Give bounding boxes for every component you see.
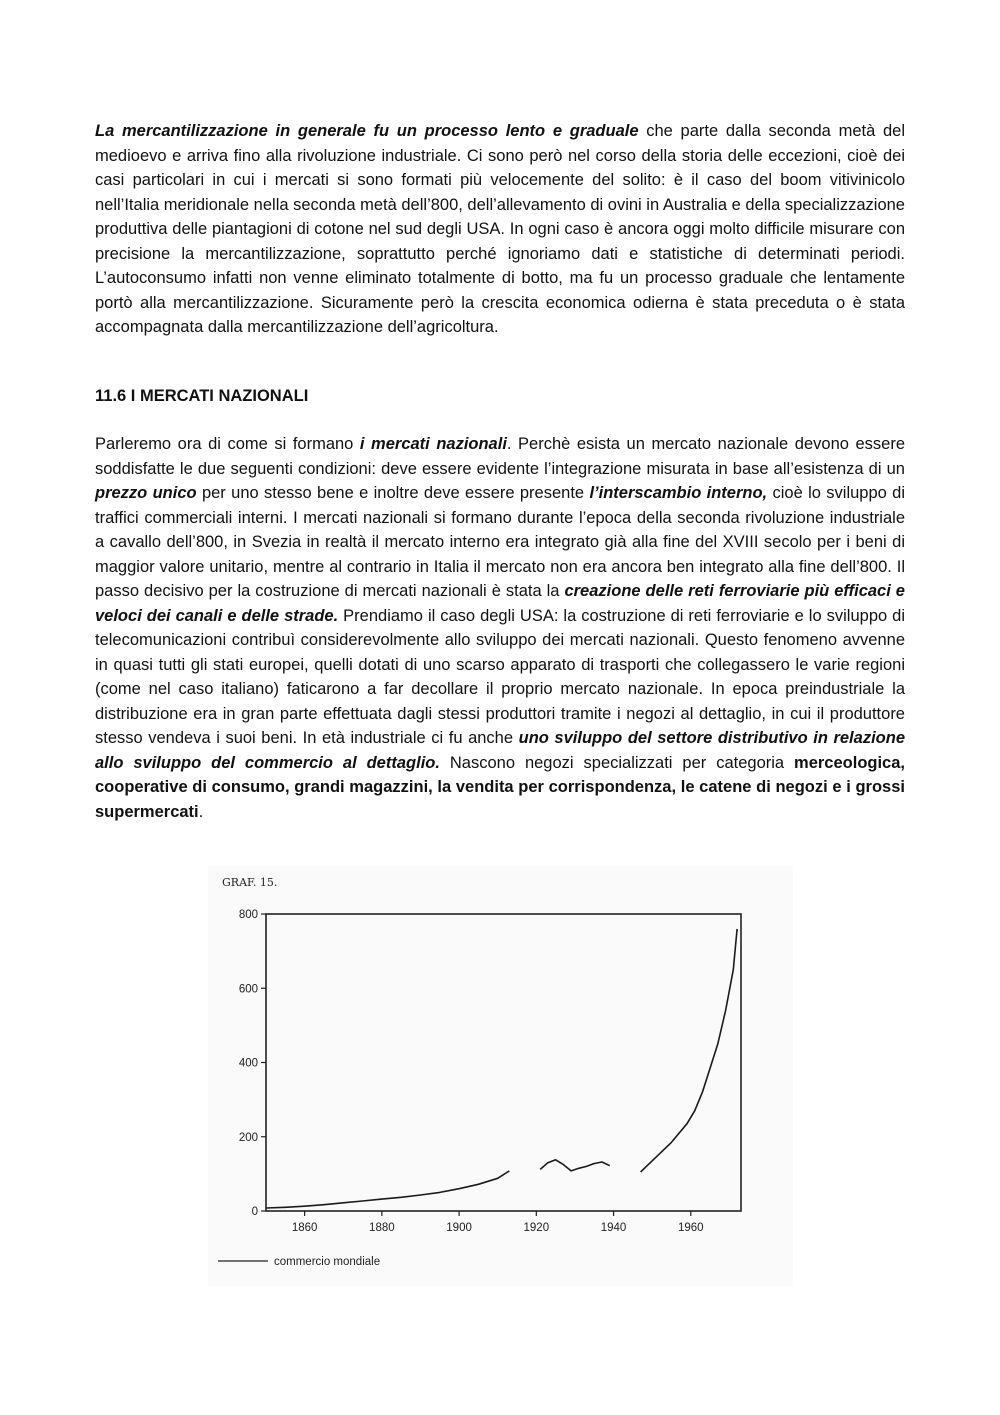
- plot-frame: [266, 914, 741, 1211]
- emphasis-run: i mercati nazionali: [359, 435, 507, 453]
- y-tick-label: 800: [238, 909, 258, 921]
- series-group: [266, 929, 737, 1208]
- x-tick-label: 1960: [677, 1222, 704, 1234]
- text-run: . Perchè esista un mercato nazionale devono essere soddisfatte le due seguenti condizioni: deve essere evidente l’integrazione misurata in base all’esistenza di un: [95, 435, 905, 478]
- paragraph-mercantilizzazione: [95, 119, 905, 340]
- bold-run: merceologica, cooperative di consumo, grandi magazzini, la vendita per corrispondenza, le catene di negozi e i grossi supermercati: [95, 753, 905, 821]
- emphasis-run: uno sviluppo del settore distributivo in relazione allo sviluppo del commercio al dettaglio.: [95, 729, 905, 772]
- y-tick-label: 200: [238, 1131, 258, 1144]
- text-run: .: [198, 802, 204, 821]
- y-tick-label: 0: [251, 1206, 258, 1218]
- emphasis-run: prezzo unico: [95, 484, 197, 502]
- paragraph-lead-emphasis: La mercantilizzazione in generale fu un processo lento e graduale: [95, 122, 639, 140]
- paragraph-body: che parte dalla seconda metà del medioevo e arriva fino alla rivoluzione industriale. Ci sono però nel corso della storia delle eccezioni, cioè dei casi particolari in cui i mercati si sono formati più velocemente del solito: è il caso del boom vitivinicolo nell’Italia meridionale nella seconda metà dell’800, dell’allevamento di ovini in Australia e della specializzazione produttiva delle piantagioni di cotone nel sud degli USA. In ogni caso è ancora oggi molto difficile misurare con precisione la mercantilizzazione, soprattutto perché ignoriamo dati e statistiche di determinati periodi. L’autoconsumo infatti non venne eliminato totalmente di botto, ma fu un processo graduale che lentamente portò alla mercantilizzazione. Sicuramente però la crescita economica odierna è stata preceduta o è stata accompagnata dalla mercantilizzazione dell’agricoltura.: [95, 122, 905, 336]
- text-run: cioè lo sviluppo di traffici commerciali interni. I mercati nazionali si formano durante l’epoca della seconda rivoluzione industriale a cavallo dell’800, in Svezia in realtà il mercato interno era integrato già alla fine del XVIII secolo per i beni di maggior valore unitario, mentre al contrario in Italia il mercato non era ancora ben integrato alla fine dell’800. Il passo decisivo per la costruzione di mercati nazionali è stata la: [95, 484, 906, 600]
- series-line-segment: [540, 1160, 610, 1171]
- paragraph-mercati-nazionali: [95, 432, 905, 824]
- text-run: Prendiamo il caso degli USA: la costruzione di reti ferroviarie e lo sviluppo di telecomunicazioni contribuì considerevolmente allo sviluppo dei mercati nazionali. Questo fenomeno avvenne in quasi tutti gli stati europei, quelli dotati di uno scarso apparato di trasporti che collegassero le varie regioni (come nel caso italiano) faticarono a far decollare il proprio mercato nazionale. In epoca preindustriale la distribuzione era in gran parte effettuata dagli stessi produttori tramite i negozi al dettaglio, in cui il produttore stesso vendeva i suoi beni. In età industriale ci fu anche: [95, 606, 905, 747]
- y-tick-label: 400: [238, 1057, 258, 1070]
- text-run: Parleremo ora di come si formano: [95, 435, 360, 453]
- y-tick-label: 600: [238, 983, 258, 996]
- section-heading: 11.6 I MERCATI NAZIONALI: [95, 387, 309, 405]
- chart-figure: [208, 866, 793, 1286]
- x-tick-label: 1940: [600, 1222, 627, 1234]
- legend-label: commercio mondiale: [274, 1256, 381, 1268]
- series-line-segment: [266, 1171, 509, 1208]
- text-run: per uno stesso bene e inoltre deve essere presente: [196, 484, 590, 502]
- x-tick-label: 1920: [523, 1222, 550, 1234]
- y-axis: [239, 909, 266, 1218]
- x-tick-label: 1860: [291, 1222, 318, 1234]
- x-axis: [292, 1211, 704, 1234]
- world-trade-chart: [208, 866, 793, 1286]
- x-tick-label: 1900: [446, 1222, 472, 1234]
- x-tick-label: 1880: [369, 1222, 395, 1234]
- series-line-segment: [641, 929, 738, 1172]
- emphasis-run: creazione delle reti ferroviarie più efficaci e veloci dei canali e delle strade.: [95, 582, 905, 625]
- text-run: Nascono negozi specializzati per categoria: [439, 753, 795, 772]
- chart-title: GRAF. 15.: [222, 876, 278, 889]
- emphasis-run: l’interscambio interno,: [589, 484, 768, 502]
